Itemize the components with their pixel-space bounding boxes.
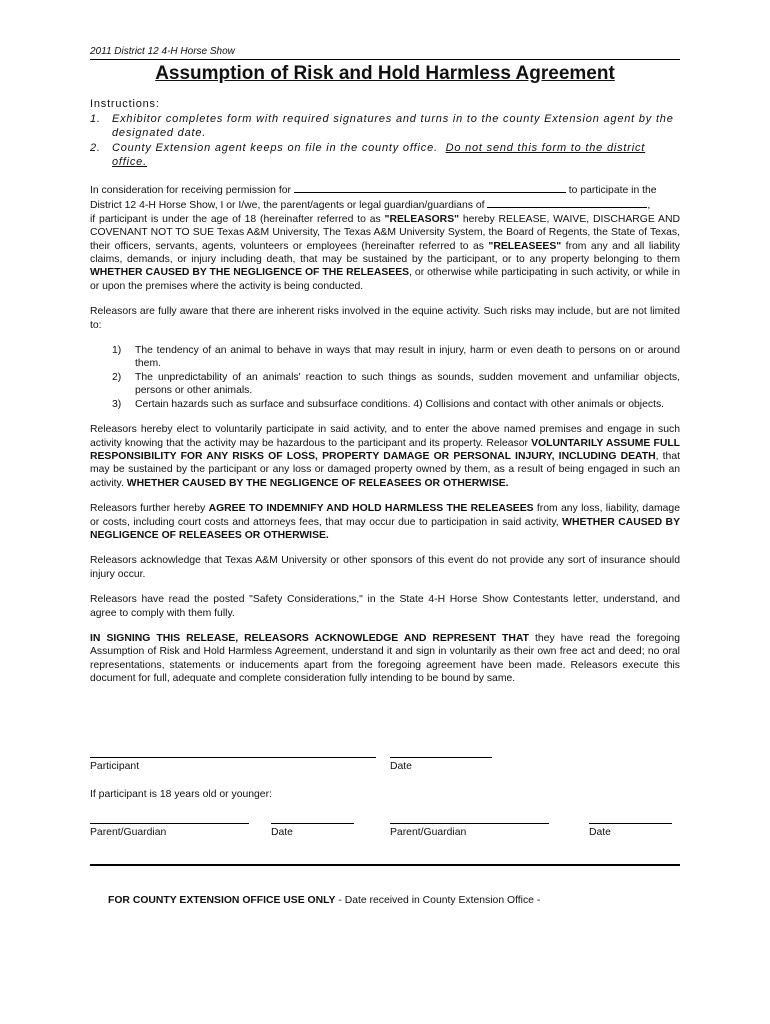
signing-bold: IN SIGNING THIS RELEASE, RELEASORS ACKNOWLEDGE AND REPRESENT THAT (90, 632, 529, 644)
consideration-paragraph (90, 182, 680, 293)
instruction-text: County Extension agent keeps on file in the county office. (112, 141, 438, 154)
parent2-signature-line[interactable] (390, 823, 549, 824)
parent1-label: Parent/Guardian (90, 827, 167, 838)
indemnify-bold1: AGREE TO INDEMNIFY AND HOLD HARMLESS THE RELEASEES (208, 503, 534, 515)
parent2-label: Parent/Guardian (390, 827, 467, 838)
participant-name-blank[interactable] (294, 182, 566, 193)
safety-paragraph: Releasors have read the posted "Safety Considerations," in the State 4-H Horse Show Contestants letter, understand, and agree to comply with them fully. (90, 594, 680, 619)
instructions-heading: Instructions: (90, 98, 160, 110)
consideration-line2-end: , (647, 200, 651, 212)
risk-number: 2) (112, 371, 122, 383)
risk-text: The unpredictability of an animals' reaction to such things as sounds, sudden movement and unfamiliar objects, persons or other animals. (135, 371, 680, 397)
consideration-after-blank: to participate in the (568, 185, 657, 196)
releasees-term: "RELEASEES" (488, 240, 562, 252)
consideration-line2: District 12 4-H Horse Show, I or I/we, the parent/agents or legal guardian/guardians of (90, 200, 485, 212)
voluntary-paragraph (90, 423, 680, 490)
parent1-date-line[interactable] (271, 823, 354, 824)
participant-date-label: Date (390, 761, 412, 772)
risks-intro: Releasors are fully aware that there are inherent risks involved in the equine activity. Such risks may include, but are not limited to: (90, 306, 680, 331)
minor-note: If participant is 18 years old or younger: (90, 789, 272, 800)
section-divider (90, 864, 680, 866)
negligence-clause: WHETHER CAUSED BY THE NEGLIGENCE OF THE RELEASEES (90, 267, 410, 279)
voluntary-bold1: VOLUNTARILY ASSUME FULL RESPONSIBILITY FOR ANY RISKS OF LOSS, PROPERTY DAMAGE OR PERSONAL INJURY, INCLUDING DEATH (90, 437, 681, 462)
signing-paragraph (90, 632, 680, 686)
indemnify-part2: from any loss, liability, damage or costs, including court costs and attorneys fees, that may occur due to participation in said activity, (90, 503, 680, 528)
office-use-bold: FOR COUNTY EXTENSION OFFICE USE ONLY (108, 895, 336, 906)
risk-text: Certain hazards such as surface and subsurface conditions. 4) Collisions and contact with other animals or objects. (135, 398, 665, 410)
office-use-line (108, 894, 540, 907)
releasors-term: "RELEASORS" (384, 213, 460, 225)
risk-number: 3) (112, 398, 122, 410)
insurance-paragraph: Releasors acknowledge that Texas A&M University or other sponsors of this event do not provide any sort of insurance should injury occur. (90, 555, 680, 580)
indemnify-paragraph (90, 502, 680, 542)
participant-label: Participant (90, 761, 140, 772)
instruction-text: Exhibitor completes form with required signatures and turns in to the county Extension agent by the designated date. (112, 112, 674, 140)
risk-text: The tendency of an animal to behave in ways that may result in injury, harm or even death to persons on or around them. (135, 345, 680, 370)
instructions-block (90, 97, 682, 170)
risk-number: 1) (112, 345, 122, 357)
voluntary-bold2: WHETHER CAUSED BY THE NEGLIGENCE OF RELEASEES OR OTHERWISE. (126, 477, 509, 489)
voluntary-part2: , that may be sustained by the participant or any loss or damaged property owned by them, as a result of being engaged in such an activity. (90, 450, 680, 489)
instruction-item (90, 112, 682, 141)
risk-item (90, 344, 680, 371)
office-use-rest: - Date received in County Extension Office - (335, 895, 541, 906)
instruction-number: 1. (90, 112, 101, 125)
parent1-date-label: Date (271, 827, 293, 838)
indemnify-bold2: WHETHER CAUSED BY NEGLIGENCE OF RELEASEES OR OTHERWISE. (90, 516, 680, 541)
consideration-part4: hereby RELEASE, WAIVE, DISCHARGE AND COVENANT NOT TO SUE Texas A&M University, The Texas A&M University System, the Board of Regents, the State of Texas, their officers, servants, agents, volunteers or employees (hereinafter referred to as (90, 213, 680, 252)
participant-date-line[interactable] (390, 757, 492, 758)
minor-name-blank[interactable] (487, 197, 647, 208)
parent1-signature-line[interactable] (90, 823, 249, 824)
agreement-body (90, 182, 680, 698)
parent2-date-label: Date (589, 827, 611, 838)
instruction-item (90, 141, 682, 170)
title-text: Assumption of Risk and Hold Harmless Agreement (155, 63, 615, 84)
show-name-header: 2011 District 12 4-H Horse Show (90, 46, 680, 60)
page-title (90, 62, 680, 86)
indemnify-part1: Releasors further hereby (90, 503, 209, 515)
participant-signature-line[interactable] (90, 757, 376, 758)
risk-item (90, 398, 680, 411)
signing-rest: they have read the foregoing Assumption of Risk and Hold Harmless Agreement, understand it and sign in voluntarily as their own free act and deed; no oral representations, statements or inducements apart from the foregoing agreement have been made. Releasors execute this document for full, adequate and complete consideration fully intending to be bound by same. (90, 632, 680, 685)
consideration-part3: if participant is under the age of 18 (hereinafter referred to as (90, 213, 385, 225)
parent2-date-line[interactable] (589, 823, 672, 824)
risks-list (90, 344, 680, 411)
consideration-lead: In consideration for receiving permission for (90, 185, 291, 196)
voluntary-part1: Releasors hereby elect to voluntarily participate in said activity, and to enter the above named premises and engage in such activity knowing that the activity may be hazardous to the participant and its property. Releasor (90, 424, 680, 449)
consideration-part6: , or otherwise while participating in such activity, or while in or upon the premises where the activity is being conducted. (90, 267, 680, 292)
instruction-number: 2. (90, 141, 101, 154)
do-not-send-note: Do not send this form to the district office. (112, 141, 646, 169)
instructions-list (90, 112, 682, 170)
risk-item (90, 371, 680, 398)
consideration-part5: from any and all liability claims, demands, or injury including death, that may be sustained by the participant, or to any property belonging to them (90, 240, 681, 266)
